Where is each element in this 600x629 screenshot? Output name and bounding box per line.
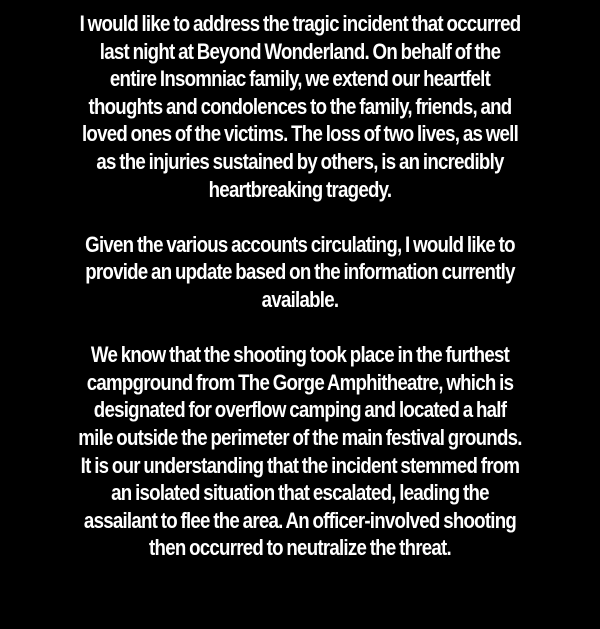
- text-line: loved ones of the victims. The loss of two lives, as well: [81, 121, 519, 147]
- text-line: We know that the shooting took place in the furthest: [90, 342, 510, 368]
- text-line: Given the various accounts circulating, I would like to: [85, 231, 515, 257]
- text-line: assailant to flee the area. An officer-involved shooting: [83, 507, 517, 533]
- text-line: heartbreaking tragedy.: [208, 176, 392, 202]
- text-line: thoughts and condolences to the family, friends, and: [88, 93, 512, 119]
- text-line: an isolated situation that escalated, leading the: [111, 480, 489, 506]
- text-line: mile outside the perimeter of the main festival grounds.: [78, 424, 522, 450]
- text-line: It is our understanding that the incident stemmed from: [80, 452, 520, 478]
- text-line: last night at Beyond Wonderland. On behalf of the: [99, 38, 501, 64]
- text-line: available.: [261, 286, 339, 312]
- text-line: designated for overflow camping and located a half: [93, 397, 507, 423]
- text-line: then occurred to neutralize the threat.: [149, 535, 451, 561]
- text-line: campground from The Gorge Amphitheatre, which is: [86, 369, 514, 395]
- paragraph-condolences: [10, 10, 591, 203]
- text-line: provide an update based on the information currently: [85, 259, 515, 285]
- paragraph-update-intro: [10, 231, 591, 314]
- paragraph-incident-details: [10, 341, 591, 562]
- text-line: entire Insomniac family, we extend our heartfelt: [109, 66, 491, 92]
- text-line: I would like to address the tragic incident that occurred: [79, 11, 521, 36]
- text-line: as the injuries sustained by others, is an incredibly: [96, 148, 504, 174]
